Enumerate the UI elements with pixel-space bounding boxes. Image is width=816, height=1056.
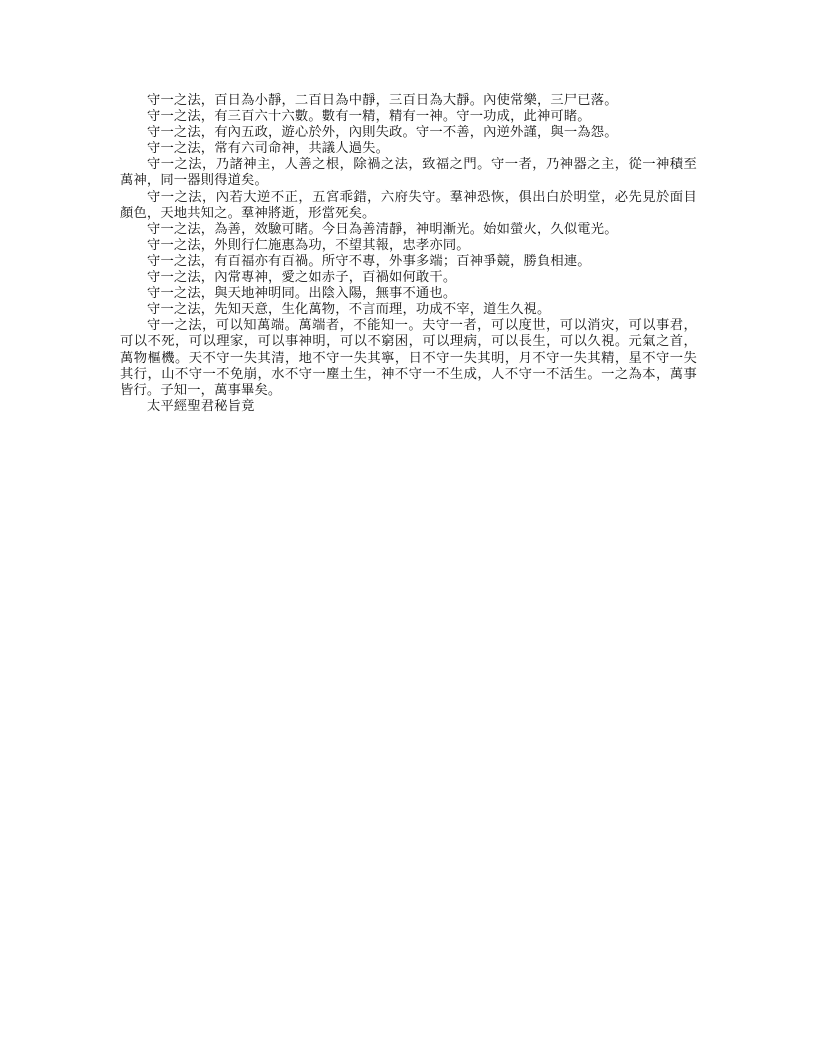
paragraph: 守一之法，內常專神，愛之如赤子，百禍如何敢干。 [147, 270, 457, 286]
paragraph: 守一之法，為善，效驗可睹。今日為善清靜，神明漸光。始如螢火，久似電光。 [147, 221, 618, 237]
closing-line: 太平經聖君秘旨竟 [147, 398, 255, 414]
paragraph: 守一之法，有三百六十六數。數有一精，精有一神。守一功成，此神可睹。 [147, 109, 591, 125]
paragraph: 守一之法，常有六司命神，共議人過失。 [147, 141, 390, 157]
paragraph: 守一之法，有百福亦有百禍。所守不專，外事多端；百神爭競，勝負相連。 [147, 253, 591, 269]
paragraph: 守一之法，內若大逆不正，五宮乖錯，六府失守。羣神恐恢，俱出白於明堂，必先見於面目顏色，天地共知之。羣神將逝，形當死矣。 [120, 189, 697, 221]
paragraph: 守一之法，外則行仁施惠為功，不望其報，忠孝亦同。 [147, 237, 470, 253]
document-body [120, 93, 697, 415]
paragraph: 守一之法，乃諸神主，人善之根，除禍之法，致福之門。守一者，乃神器之主，從一神積至萬神，同一器則得道矣。 [120, 157, 697, 189]
paragraph: 守一之法，可以知萬端。萬端者，不能知一。夫守一者，可以度世，可以消灾，可以事君，可以不死，可以理家，可以事神明，可以不窮困，可以理病，可以長生，可以久視。元氣之首，萬物樞機。天不守一失其清，地不守一失其寧，日不守一失其明，月不守一失其精，星不守一失其行，山不守一不免崩，水不守一塵土生，神不守一不生成，人不守一不活生。一之為本，萬事皆行。子知一，萬事畢矣。 [120, 318, 697, 398]
paragraph: 守一之法，有內五政，遊心於外，內則失政。守一不善，內逆外謹，與一為怨。 [147, 125, 618, 141]
paragraph: 守一之法，百日為小靜，二百日為中靜，三百日為大靜。內使常樂，三尸已落。 [147, 93, 618, 108]
paragraph: 守一之法，與天地神明同。出陰入陽，無事不通也。 [147, 286, 457, 302]
paragraph: 守一之法，先知天意，生化萬物，不言而理，功成不宰，道生久視。 [147, 302, 551, 318]
